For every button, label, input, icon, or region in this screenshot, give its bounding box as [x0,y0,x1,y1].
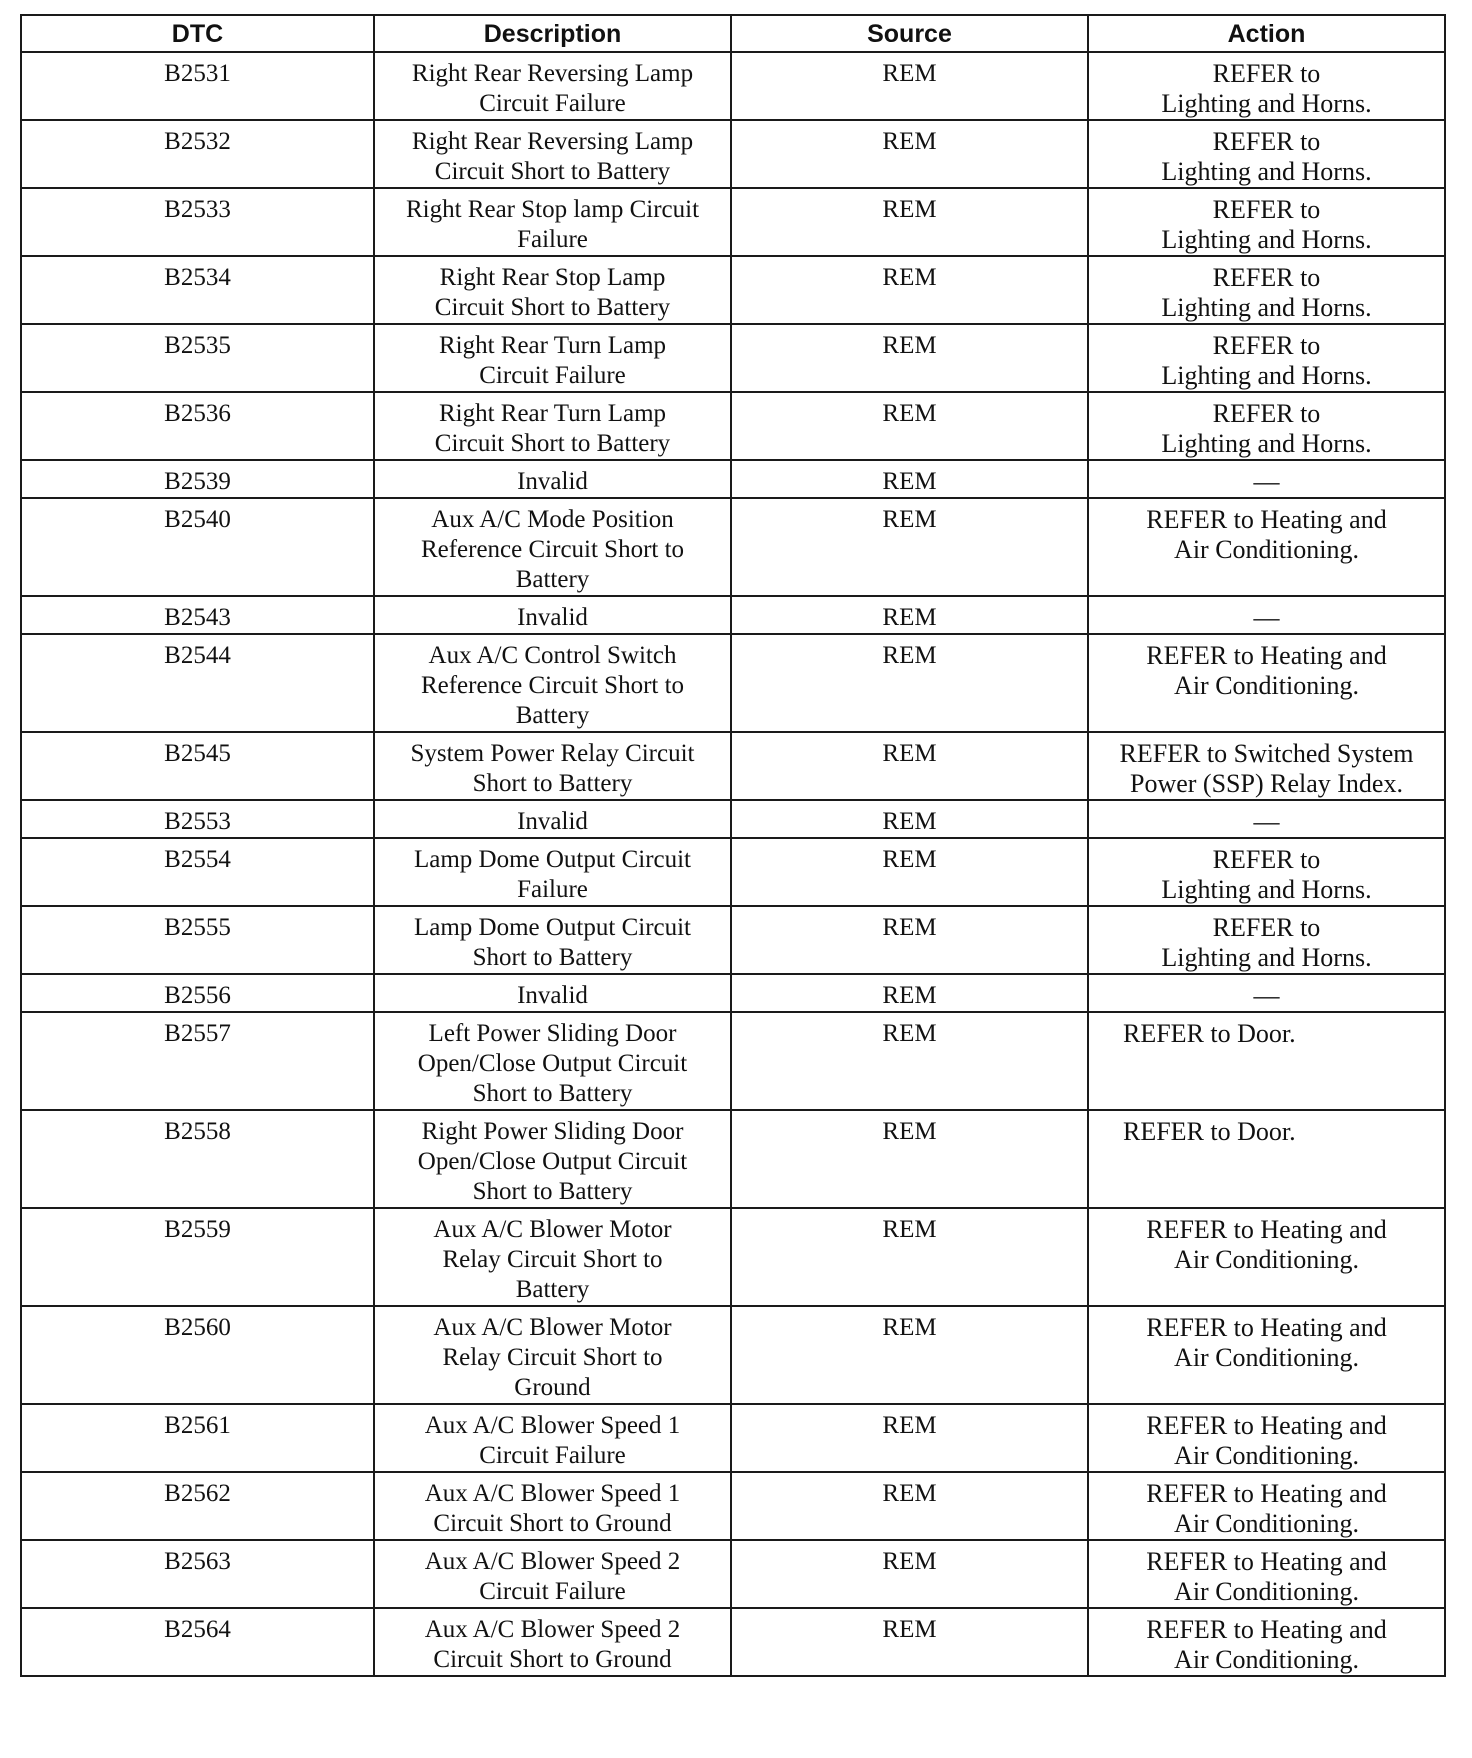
description-cell [374,596,731,634]
column-header-source: Source [731,15,1088,52]
action-cell-text: REFER to Door. [1123,1117,1296,1146]
table-row [21,732,1445,800]
description-cell [374,460,731,498]
description-cell-text: Invalid [517,982,588,1009]
dtc-code-cell [21,732,374,800]
dtc-code-cell [21,1110,374,1208]
action-cell [1088,732,1445,800]
source-cell-text: REM [882,332,937,359]
source-cell [731,1306,1088,1404]
description-cell-text: Aux A/C Blower Speed 1 Circuit Short to Ground [424,1480,681,1537]
table-row [21,188,1445,256]
dtc-code-cell-text: B2563 [164,1548,231,1575]
action-cell [1088,460,1445,498]
dtc-code-cell [21,1306,374,1404]
source-cell [731,498,1088,596]
table-row [21,634,1445,732]
table-row [21,906,1445,974]
action-cell [1088,906,1445,974]
source-cell [731,52,1088,120]
action-cell [1088,1208,1445,1306]
description-cell-text: Aux A/C Blower Speed 2 Circuit Short to Ground [424,1616,681,1673]
description-cell [374,324,731,392]
source-cell [731,1404,1088,1472]
dtc-code-cell [21,906,374,974]
action-cell-text: — [1253,807,1280,836]
table-row [21,256,1445,324]
dtc-code-cell-text: B2531 [164,60,231,87]
dtc-table [20,14,1446,1677]
action-cell [1088,634,1445,732]
source-cell [731,256,1088,324]
dtc-code-cell-text: B2556 [164,982,231,1009]
dtc-code-cell-text: B2535 [164,332,231,359]
action-cell-text: — [1253,981,1280,1010]
table-row [21,1208,1445,1306]
source-cell-text: REM [882,642,937,669]
action-cell-text: REFER to Lighting and Horns. [1161,195,1372,254]
dtc-code-cell-text: B2562 [164,1480,231,1507]
action-cell-text: REFER to Lighting and Horns. [1161,331,1372,390]
action-cell [1088,52,1445,120]
description-cell-text: Right Power Sliding Door Open/Close Output Circuit Short to Battery [417,1118,688,1205]
description-cell-text: Lamp Dome Output Circuit Short to Battery [413,914,692,971]
source-cell [731,800,1088,838]
source-cell [731,392,1088,460]
source-cell [731,974,1088,1012]
source-cell-text: REM [882,1020,937,1047]
action-cell [1088,1608,1445,1676]
action-cell [1088,392,1445,460]
description-cell-text: Right Rear Stop Lamp Circuit Short to Battery [434,264,671,321]
source-cell [731,460,1088,498]
dtc-code-cell-text: B2553 [164,808,231,835]
table-row [21,52,1445,120]
description-cell [374,1540,731,1608]
dtc-code-cell [21,256,374,324]
description-cell [374,1608,731,1676]
description-cell [374,1110,731,1208]
action-cell-text: REFER to Heating and Air Conditioning. [1146,641,1387,700]
dtc-code-cell [21,634,374,732]
action-cell [1088,256,1445,324]
dtc-code-cell [21,1472,374,1540]
action-cell [1088,1306,1445,1404]
description-cell-text: Lamp Dome Output Circuit Failure [413,846,692,903]
table-body [21,52,1445,1676]
dtc-code-cell [21,392,374,460]
dtc-code-cell [21,498,374,596]
action-cell-text: REFER to Heating and Air Conditioning. [1146,1313,1387,1372]
source-cell-text: REM [882,914,937,941]
description-cell [374,120,731,188]
action-cell [1088,1540,1445,1608]
description-cell [374,800,731,838]
description-cell-text: Left Power Sliding Door Open/Close Output Circuit Short to Battery [417,1020,688,1107]
column-header-description: Description [374,15,731,52]
description-cell [374,1472,731,1540]
dtc-code-cell [21,800,374,838]
source-cell-text: REM [882,604,937,631]
table-row [21,1540,1445,1608]
description-cell [374,256,731,324]
dtc-code-cell [21,1208,374,1306]
action-cell [1088,1472,1445,1540]
action-cell [1088,1404,1445,1472]
description-cell [374,1404,731,1472]
description-cell [374,906,731,974]
action-cell-text: REFER to Heating and Air Conditioning. [1146,1411,1387,1470]
description-cell [374,498,731,596]
dtc-code-cell-text: B2561 [164,1412,231,1439]
action-cell-text: REFER to Lighting and Horns. [1161,263,1372,322]
source-cell-text: REM [882,196,937,223]
table-row [21,460,1445,498]
source-cell [731,596,1088,634]
table-row [21,1608,1445,1676]
table-row [21,1306,1445,1404]
description-cell-text: Right Rear Turn Lamp Circuit Short to Battery [434,400,671,457]
source-cell-text: REM [882,808,937,835]
description-cell [374,1306,731,1404]
source-cell [731,120,1088,188]
action-cell-text: REFER to Lighting and Horns. [1161,913,1372,972]
action-cell-text: — [1253,603,1280,632]
description-cell-text: Aux A/C Control Switch Reference Circuit Short to Battery [420,642,685,729]
action-cell [1088,596,1445,634]
action-cell [1088,974,1445,1012]
action-cell-text: REFER to Heating and Air Conditioning. [1146,505,1387,564]
action-cell-text: REFER to Heating and Air Conditioning. [1146,1615,1387,1674]
source-cell [731,1208,1088,1306]
dtc-code-cell [21,188,374,256]
action-cell [1088,120,1445,188]
source-cell [731,1608,1088,1676]
table-row [21,974,1445,1012]
dtc-code-cell [21,324,374,392]
table-row [21,1012,1445,1110]
description-cell-text: Right Rear Reversing Lamp Circuit Short to Battery [411,128,694,185]
source-cell [731,1472,1088,1540]
dtc-code-cell-text: B2558 [164,1118,231,1145]
description-cell [374,732,731,800]
dtc-code-cell-text: B2536 [164,400,231,427]
description-cell-text: Aux A/C Blower Speed 1 Circuit Failure [424,1412,681,1469]
description-cell [374,1208,731,1306]
action-cell-text: REFER to Heating and Air Conditioning. [1146,1215,1387,1274]
source-cell-text: REM [882,1118,937,1145]
dtc-code-cell-text: B2544 [164,642,231,669]
table-header [21,15,1445,52]
action-cell-text: REFER to Heating and Air Conditioning. [1146,1547,1387,1606]
dtc-code-cell [21,1404,374,1472]
table-row [21,120,1445,188]
source-cell-text: REM [882,468,937,495]
dtc-code-cell-text: B2555 [164,914,231,941]
source-cell-text: REM [882,1216,937,1243]
dtc-code-cell-text: B2545 [164,740,231,767]
dtc-code-cell-text: B2540 [164,506,231,533]
table-row [21,1404,1445,1472]
description-cell-text: Aux A/C Blower Motor Relay Circuit Short to Ground [433,1314,672,1401]
action-cell-text: REFER to Lighting and Horns. [1161,399,1372,458]
source-cell [731,906,1088,974]
description-cell [374,974,731,1012]
source-cell [731,324,1088,392]
dtc-code-cell [21,838,374,906]
dtc-code-cell-text: B2533 [164,196,231,223]
dtc-code-cell-text: B2543 [164,604,231,631]
dtc-code-cell [21,52,374,120]
source-cell-text: REM [882,128,937,155]
source-cell-text: REM [882,1548,937,1575]
source-cell [731,732,1088,800]
table-row [21,498,1445,596]
dtc-code-cell [21,1540,374,1608]
table-row [21,596,1445,634]
source-cell-text: REM [882,1412,937,1439]
table-row [21,1110,1445,1208]
source-cell-text: REM [882,846,937,873]
table-row [21,392,1445,460]
action-cell [1088,838,1445,906]
action-cell-text: — [1253,467,1280,496]
action-cell [1088,1012,1445,1110]
source-cell-text: REM [882,1314,937,1341]
description-cell-text: System Power Relay Circuit Short to Battery [410,740,695,797]
description-cell [374,188,731,256]
source-cell-text: REM [882,740,937,767]
action-cell [1088,498,1445,596]
action-cell-text: REFER to Door. [1123,1019,1296,1048]
header-row [21,15,1445,52]
description-cell-text: Right Rear Stop lamp Circuit Failure [405,196,700,253]
dtc-code-cell [21,1608,374,1676]
description-cell-text: Right Rear Turn Lamp Circuit Failure [438,332,667,389]
dtc-code-cell [21,120,374,188]
source-cell-text: REM [882,400,937,427]
source-cell [731,1540,1088,1608]
source-cell-text: REM [882,1480,937,1507]
description-cell [374,838,731,906]
action-cell-text: REFER to Lighting and Horns. [1161,845,1372,904]
dtc-code-cell-text: B2539 [164,468,231,495]
description-cell-text: Aux A/C Blower Motor Relay Circuit Short to Battery [433,1216,672,1303]
description-cell-text: Invalid [517,604,588,631]
description-cell-text: Invalid [517,808,588,835]
dtc-code-cell [21,596,374,634]
dtc-code-cell-text: B2532 [164,128,231,155]
description-cell [374,1012,731,1110]
dtc-code-cell [21,1012,374,1110]
source-cell [731,838,1088,906]
dtc-code-cell [21,460,374,498]
dtc-code-cell-text: B2554 [164,846,231,873]
dtc-code-cell-text: B2559 [164,1216,231,1243]
source-cell-text: REM [882,264,937,291]
table-row [21,1472,1445,1540]
action-cell [1088,188,1445,256]
description-cell [374,52,731,120]
dtc-code-cell-text: B2534 [164,264,231,291]
column-header-action: Action [1088,15,1445,52]
dtc-code-cell-text: B2564 [164,1616,231,1643]
dtc-code-cell [21,974,374,1012]
action-cell-text: REFER to Lighting and Horns. [1161,59,1372,118]
description-cell [374,634,731,732]
action-cell-text: REFER to Heating and Air Conditioning. [1146,1479,1387,1538]
action-cell [1088,1110,1445,1208]
source-cell-text: REM [882,1616,937,1643]
source-cell-text: REM [882,982,937,1009]
source-cell [731,634,1088,732]
table-row [21,838,1445,906]
description-cell [374,392,731,460]
source-cell [731,1110,1088,1208]
table-row [21,800,1445,838]
dtc-code-cell-text: B2557 [164,1020,231,1047]
source-cell [731,1012,1088,1110]
column-header-dtc: DTC [21,15,374,52]
description-cell-text: Invalid [517,468,588,495]
source-cell [731,188,1088,256]
action-cell [1088,324,1445,392]
source-cell-text: REM [882,506,937,533]
source-cell-text: REM [882,60,937,87]
action-cell-text: REFER to Lighting and Horns. [1161,127,1372,186]
description-cell-text: Aux A/C Mode Position Reference Circuit Short to Battery [420,506,685,593]
description-cell-text: Aux A/C Blower Speed 2 Circuit Failure [424,1548,681,1605]
dtc-code-cell-text: B2560 [164,1314,231,1341]
action-cell-text: REFER to Switched System Power (SSP) Relay Index. [1119,739,1414,798]
description-cell-text: Right Rear Reversing Lamp Circuit Failure [411,60,694,117]
action-cell [1088,800,1445,838]
table-row [21,324,1445,392]
